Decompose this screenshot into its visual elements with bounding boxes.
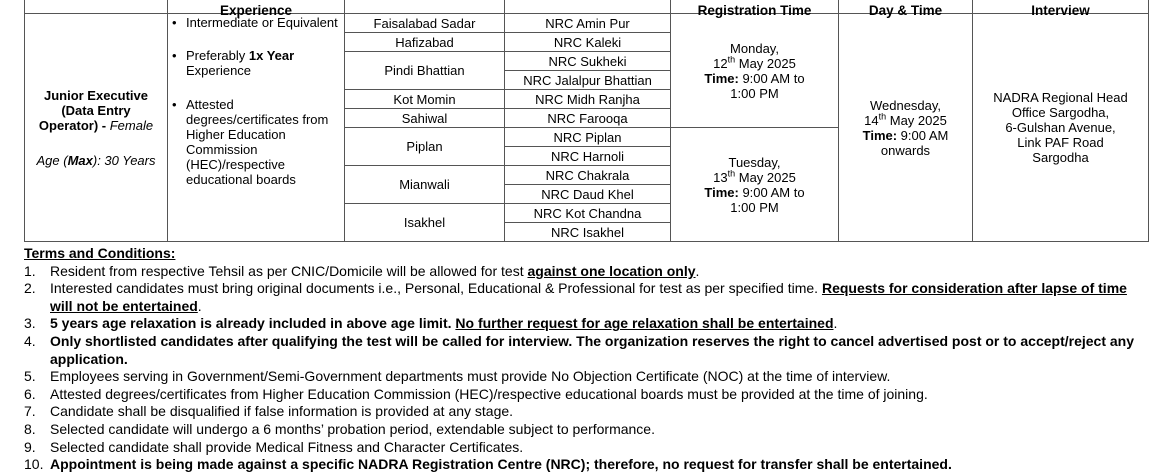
header-nrc — [505, 0, 671, 14]
header-registration-time: Registration Time — [671, 0, 839, 14]
list-item: 8. Selected candidate will undergo a 6 months’ probation period, extendable subject to performance. — [24, 420, 655, 437]
list-item: • Attested degrees/certificates from Higher Education Commission (HEC)/respective educational boards — [172, 97, 329, 187]
list-item: • Intermediate or Equivalent — [172, 15, 338, 30]
nrc-cell: NRC Sukheki — [505, 52, 671, 71]
interview-day-cell: Wednesday, 14th May 2025 Time: 9:00 AM onwards — [839, 14, 973, 242]
list-item: 7. Candidate shall be disqualified if false information is provided at any stage. — [24, 403, 514, 420]
header-location — [345, 0, 505, 14]
nrc-cell: NRC Isakhel — [505, 223, 671, 242]
location-cell: Hafizabad — [345, 33, 505, 52]
header-day-time: Day & Time — [839, 0, 973, 14]
location-cell: Sahiwal — [345, 109, 505, 128]
list-item: 2. Interested candidates must bring original documents i.e., Personal, Educational & Professional for test as per specified time. Requests for consideration after lapse of time will not be entertained. — [24, 280, 1127, 314]
terms-list — [24, 263, 1149, 474]
nrc-cell: NRC Kot Chandna — [505, 204, 671, 223]
location-cell: Isakhel — [345, 204, 505, 242]
location-cell: Piplan — [345, 128, 505, 166]
nrc-cell: NRC Kaleki — [505, 33, 671, 52]
location-cell: Mianwali — [345, 166, 505, 204]
list-item: 4. Only shortlisted candidates after qualifying the test will be called for interview. The organization reserves the right to cancel advertised post or to accept/reject any application. — [24, 332, 1134, 367]
nrc-cell: NRC Farooqa — [505, 109, 671, 128]
nrc-cell: NRC Amin Pur — [505, 14, 671, 33]
post-title-line: Junior Executive — [43, 87, 149, 103]
age-limit: Age (Max): 30 Years — [36, 152, 156, 168]
registration-slot-2: Tuesday, 13th May 2025 Time: 9:00 AM to 1:00 PM — [671, 128, 839, 242]
nrc-cell: NRC Chakrala — [505, 166, 671, 185]
interview-venue-cell: NADRA Regional Head Office Sargodha, 6-Gulshan Avenue, Link PAF Road Sargodha — [973, 14, 1149, 242]
location-cell: Pindi Bhattian — [345, 52, 505, 90]
location-cell: Faisalabad Sadar — [345, 14, 505, 33]
list-item: 5. Employees serving in Government/Semi-Government departments must provide No Objection Certificate (NOC) at the time of interview. — [24, 368, 891, 385]
terms-section — [24, 245, 1149, 474]
table-row — [25, 14, 1149, 33]
nrc-cell: NRC Jalalpur Bhattian — [505, 71, 671, 90]
post-cell — [25, 14, 168, 242]
list-item: • Preferably 1x Year Experience — [172, 48, 295, 78]
list-item: 6. Attested degrees/certificates from Higher Education Commission (HEC)/respective educational boards must be provided at the time of joining. — [24, 385, 928, 402]
nrc-cell: NRC Piplan — [505, 128, 671, 147]
post-title-line: (Data Entry — [61, 102, 131, 118]
location-cell: Kot Momin — [345, 90, 505, 109]
header-post — [25, 0, 168, 14]
nrc-cell: NRC Midh Ranjha — [505, 90, 671, 109]
qualification-cell — [168, 14, 345, 242]
header-row — [25, 0, 1149, 14]
job-table — [24, 0, 1149, 242]
list-item: 10. Appointment is being made against a specific NADRA Registration Centre (NRC); therefore, no request for transfer shall be entertained. — [24, 456, 952, 473]
nrc-cell: NRC Daud Khel — [505, 185, 671, 204]
list-item: 9. Selected candidate shall provide Medical Fitness and Character Certificates. — [24, 438, 524, 455]
terms-heading: Terms and Conditions: — [24, 245, 176, 261]
list-item: 1. Resident from respective Tehsil as per CNIC/Domicile will be allowed for test against one location only. — [24, 262, 700, 279]
post-title-line: Operator) - Female — [38, 117, 154, 133]
header-interview: Interview — [973, 0, 1149, 14]
list-item: 3. 5 years age relaxation is already included in above age limit. No further request for age relaxation shall be entertained. — [24, 315, 838, 332]
nrc-cell: NRC Harnoli — [505, 147, 671, 166]
registration-slot-1: Monday, 12th May 2025 Time: 9:00 AM to 1:00 PM — [671, 14, 839, 128]
header-experience: Experience — [168, 0, 345, 14]
